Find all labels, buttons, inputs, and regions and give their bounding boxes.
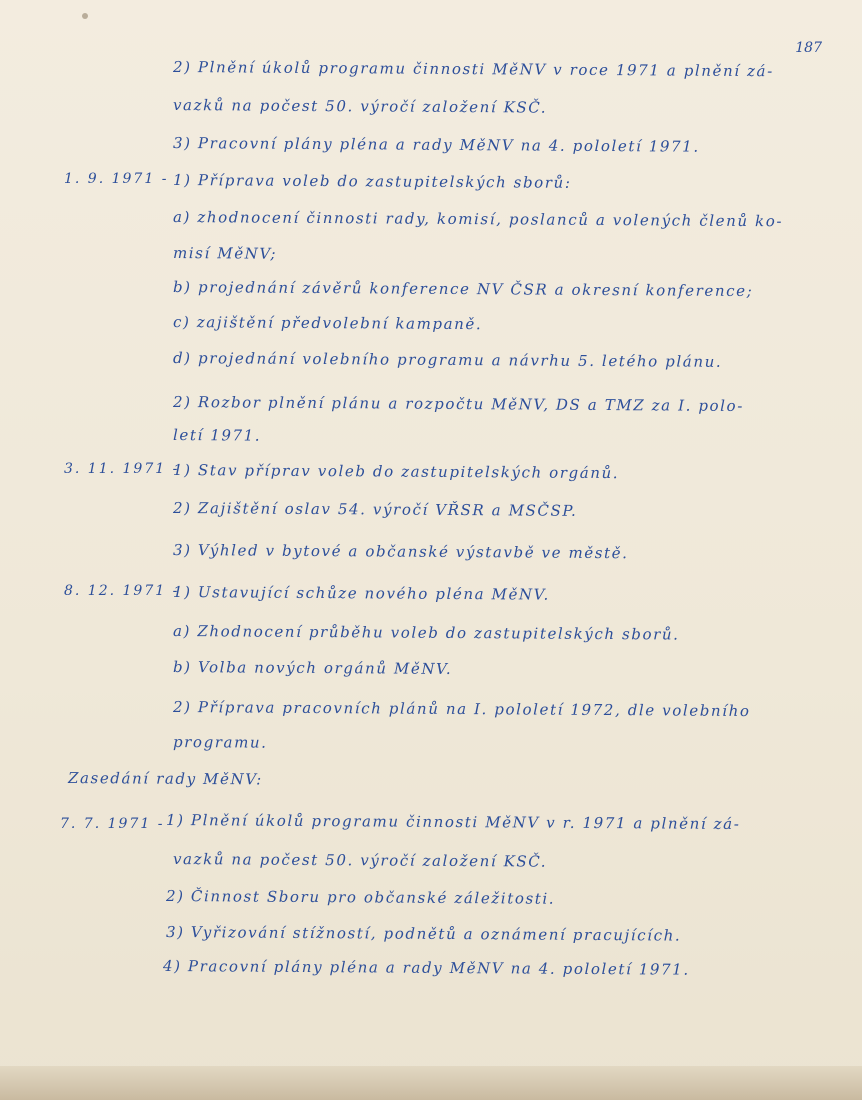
text-line: 2) Plnění úkolů programu činnosti MěNV v roce 1971 a plnění zá- (172, 58, 774, 81)
entry-date: 3. 11. 1971 - (64, 461, 180, 477)
text-line: misí MěNV; (172, 244, 278, 263)
text-line: 3) Vyřizování stížností, podnětů a oznámení pracujících. (165, 923, 682, 945)
text-line: 3) Pracovní plány pléna a rady MěNV na 4. pololetí 1971. (172, 134, 700, 156)
text-line: 2) Příprava pracovních plánů na I. pololetí 1972, dle volebního (172, 698, 751, 721)
text-line: programu. (172, 733, 268, 752)
page-number: 187 (795, 40, 822, 56)
text-line: 2) Zajištění oslav 54. výročí VŘSR a MSČSP. (172, 499, 578, 520)
text-line: b) Volba nových orgánů MěNV. (172, 658, 453, 678)
text-line: 1) Stav příprav voleb do zastupitelských orgánů. (172, 461, 620, 483)
text-line: a) Zhodnocení průběhu voleb do zastupitelských sborů. (172, 622, 680, 644)
entry-date: 1. 9. 1971 - (64, 171, 169, 187)
text-line: 2) Rozbor plnění plánu a rozpočtu MěNV, DS a TMZ za I. polo- (172, 393, 744, 415)
text-line: b) projednání závěrů konference NV ČSR a okresní konference; (172, 278, 754, 301)
text-line: 2) Činnost Sboru pro občanské záležitosti. (165, 887, 556, 908)
text-line: d) projednání volebního programu a návrhu 5. letého plánu. (172, 349, 723, 371)
text-line: 1) Ustavující schůze nového pléna MěNV. (172, 583, 550, 604)
text-line: 4) Pracovní plány pléna a rady MěNV na 4. pololetí 1971. (162, 957, 690, 979)
entry-date: 8. 12. 1971 - (64, 583, 180, 599)
text-line: 1) Plnění úkolů programu činnosti MěNV v r. 1971 a plnění zá- (165, 811, 741, 834)
text-line: 3) Výhled v bytové a občanské výstavbě ve městě. (172, 541, 629, 563)
binding-hole (82, 13, 88, 19)
text-line: letí 1971. (172, 426, 262, 445)
section-heading: Zasedání rady MěNV: (67, 769, 263, 789)
text-line: c) zajištění předvolební kampaně. (172, 313, 483, 334)
text-line: 1) Příprava voleb do zastupitelských sborů: (172, 171, 572, 192)
entry-date: 7. 7. 1971 - (60, 816, 165, 832)
text-line: a) zhodnocení činnosti rady, komisí, poslanců a volených členů ko- (172, 208, 784, 231)
text-line: vazků na počest 50. výročí založení KSČ. (172, 96, 548, 117)
text-line: vazků na počest 50. výročí založení KSČ. (172, 850, 548, 871)
page-edge (0, 1066, 862, 1100)
